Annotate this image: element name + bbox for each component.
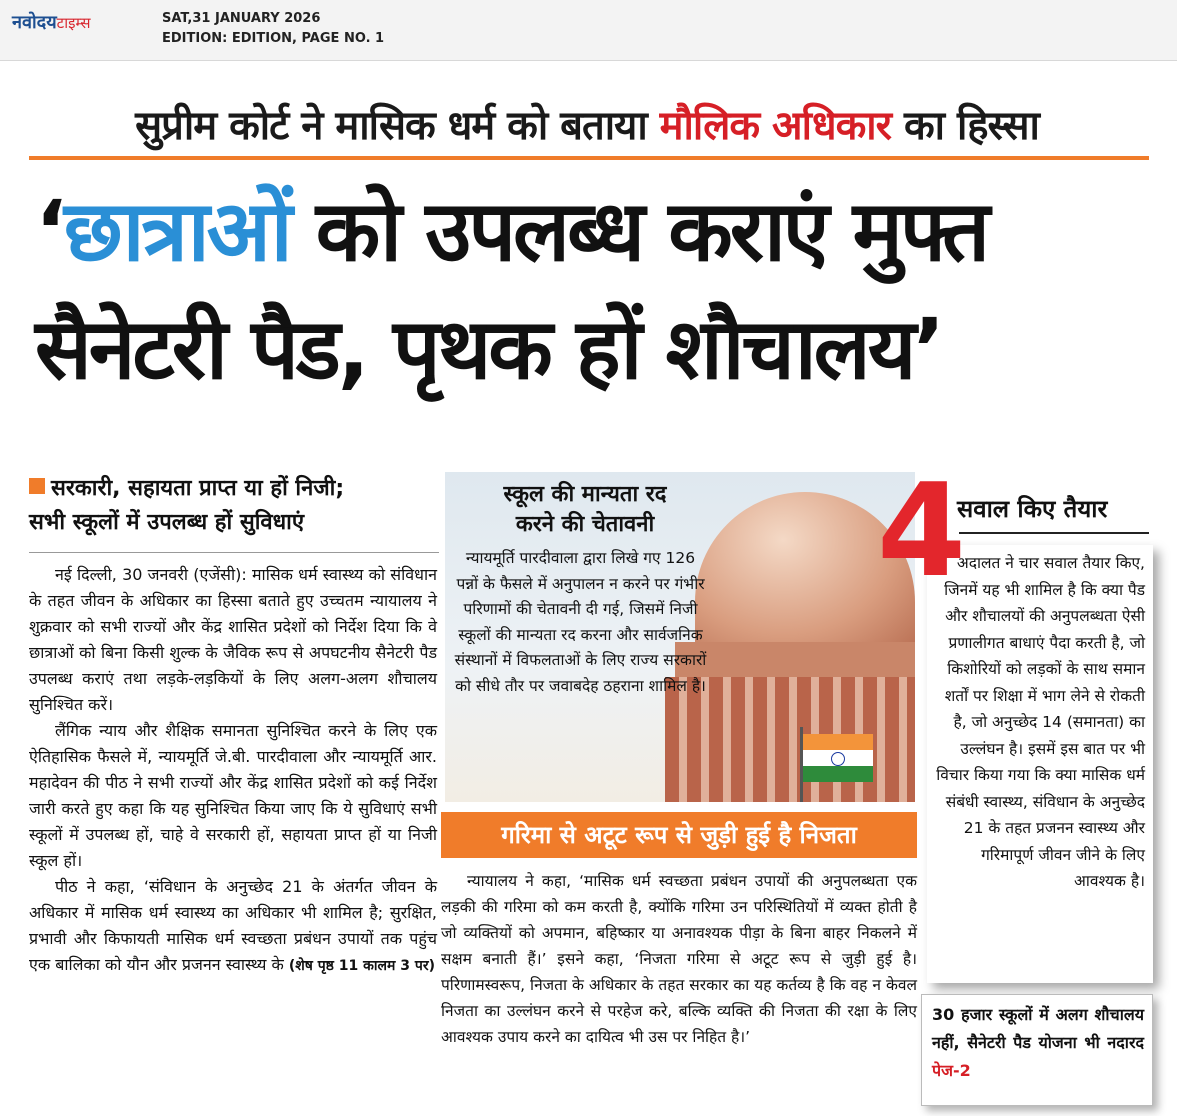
paragraph: न्यायालय ने कहा, ‘मासिक धर्म स्वच्छता प्रबंधन उपायों की अनुपलब्धता एक लड़की की गरिमा को कम करती है, क्योंकि गरिमा उन परिस्थितियों में व्यक्त होती है जो व्यक्तियों को अपमान, बहिष्कार या अनावश्यक पीड़ा के बिना बाहर निकलने में सक्षम बनाती हैं।’ इसने कहा, ‘निजता गरिमा से अटूट रूप से जुड़ी हुई है। परिणामस्वरूप, निजता के अधिकार के तहत सरकार का यह कर्तव्य है कि वह न केवल निजता का उल्लंघन करने से परहेज करे, बल्कि व्यक्ति की निजता की रक्षा के लिए आवश्यक उपाय करने का दायित्व भी उस पर निहित है।’ [441,872,917,1046]
related-story-text [932,1001,1144,1085]
logo-main: नवोदय [12,12,57,32]
sidebar-title-line-1: स्कूल की मान्यता रद [503,482,667,507]
dateline [162,9,384,49]
sub-headline [29,472,449,540]
sidebar-title-line-2: करने की चेतावनी [515,512,655,537]
headline-highlight: छात्राओं [63,182,290,280]
related-story-box[interactable] [921,994,1153,1106]
sidebar-text: न्यायमूर्ति पारदीवाला द्वारा लिखे गए 126 पन्नों के फैसले में अनुपालन न करने पर गंभीर परिणामों की चेतावनी दी गई, जिसमें निजी स्कूलों की मान्यता रद करना और सार्वजनिक संस्थानों में विफलताओं के लिए राज्य सरकारों को सीधे तौर पर जवाबदेह ठहराना शामिल है। [454,549,707,695]
headline-line-2: सैनेटरी पैड, पृथक हों शौचालय’ [35,300,943,398]
box-title: सवाल किए तैयार [957,495,1108,523]
sidebar-title [465,480,705,540]
article-body-middle [441,868,917,1050]
edition-info: EDITION: EDITION, PAGE NO. 1 [162,31,385,46]
big-number: 4 [877,457,961,606]
issue-date: SAT,31 JANUARY 2026 [162,11,321,26]
paragraph-text: पीठ ने कहा, ‘संविधान के अनुच्छेद 21 के अंतर्गत जीवन के अधिकार में मासिक धर्म स्वास्थ्य का अधिकार भी शामिल है; सुरक्षित, प्रभावी और किफायती मासिक धर्म स्वच्छता प्रबंधन उपायों तक पहुंच एक बालिका को यौन और प्रजनन स्वास्थ्य के [29,877,437,974]
main-headline [35,172,1155,408]
box-title-rule [959,532,1149,534]
court-building-image [675,642,915,682]
continued-note: (शेष पृष्ठ 11 कालम 3 पर) [288,958,435,974]
subhead-line-1: सरकारी, सहायता प्राप्त या हों निजी; [51,476,345,501]
divider [29,552,439,553]
article-body-left [29,562,437,979]
kicker-text: सुप्रीम कोर्ट ने मासिक धर्म को बताया [135,103,660,149]
newspaper-logo[interactable] [12,10,91,34]
indian-flag-icon [803,734,873,782]
subhead-line-2: सभी स्कूलों में उपलब्ध हों सुविधाएं [29,510,305,535]
bullet-square-icon [29,478,45,494]
kicker-text-end: का हिस्सा [891,103,1039,149]
questions-text: अदालत ने चार सवाल तैयार किए, जिनमें यह भी शामिल है कि क्या पैड और शौचालयों की अनुपलब्धता ऐसी प्रणालीगत बाधाएं पैदा करती है, जो किशोरियों को लड़कों के साथ समान शर्तों पर शिक्षा में भाग लेने से रोकती है, जो अनुच्छेद 14 (समानता) का उल्लंघन है। इसमें इस बात पर भी विचार किया गया कि क्या मासिक धर्म संबंधी स्वास्थ्य, संविधान के अनुच्छेद 21 के तहत प्रजनन स्वास्थ्य और गरिमापूर्ण जीवन जीने के लिए आवश्यक है। [936,554,1145,890]
kicker-highlight: मौलिक अधिकार [659,103,892,149]
court-photo-panel [445,472,915,802]
related-story-page[interactable]: पेज-2 [932,1061,971,1080]
headline-rest: को उपलब्ध कराएं मुफ्त [289,182,987,280]
headline-line-1 [35,172,1155,290]
logo-sub: टाइम्स [56,16,91,32]
section-banner: गरिमा से अटूट रूप से जुड़ी हुई है निजता [441,812,917,858]
kicker-headline [27,96,1147,151]
paragraph: नई दिल्ली, 30 जनवरी (एजेंसी): मासिक धर्म स्वास्थ्य को संविधान के तहत जीवन के अधिकार का हिस्सा बताते हुए उच्चतम न्यायालय ने शुक्रवार को सभी राज्यों और केंद्र शासित प्रदेशों को निर्देश दिया कि वे छात्राओं को बिना किसी शुल्क के जैविक रूप से अपघटनीय सैनेटरी पैड उपलब्ध कराएं तथा लड़के-लड़कियों के लिए अलग-अलग शौचालय सुनिश्चित करें। [29,565,437,714]
related-story-headline: 30 हजार स्कूलों में अलग शौचालय नहीं, सैनेटरी पैड योजना भी नदारद [932,1005,1144,1052]
paragraph [29,874,437,979]
headline-quote: ‘ [35,182,64,280]
kicker-rule [29,156,1149,160]
paragraph: लैंगिक न्याय और शैक्षिक समानता सुनिश्चित करने के लिए एक ऐतिहासिक फैसले में, न्यायमूर्ति जे.बी. पारदीवाला और न्यायमूर्ति आर. महादेवन की पीठ ने सभी राज्यों और केंद्र शासित प्रदेशों को कई निर्देश जारी करते हुए कहा कि यह सुनिश्चित किया जाए कि ये सुविधाएं सभी स्कूलों में उपलब्ध हों, चाहे वे सरकारी हों, सहायता प्राप्त हों या निजी स्कूल हों। [29,721,437,870]
top-bar [0,0,1177,61]
newspaper-page [7,72,1170,1112]
